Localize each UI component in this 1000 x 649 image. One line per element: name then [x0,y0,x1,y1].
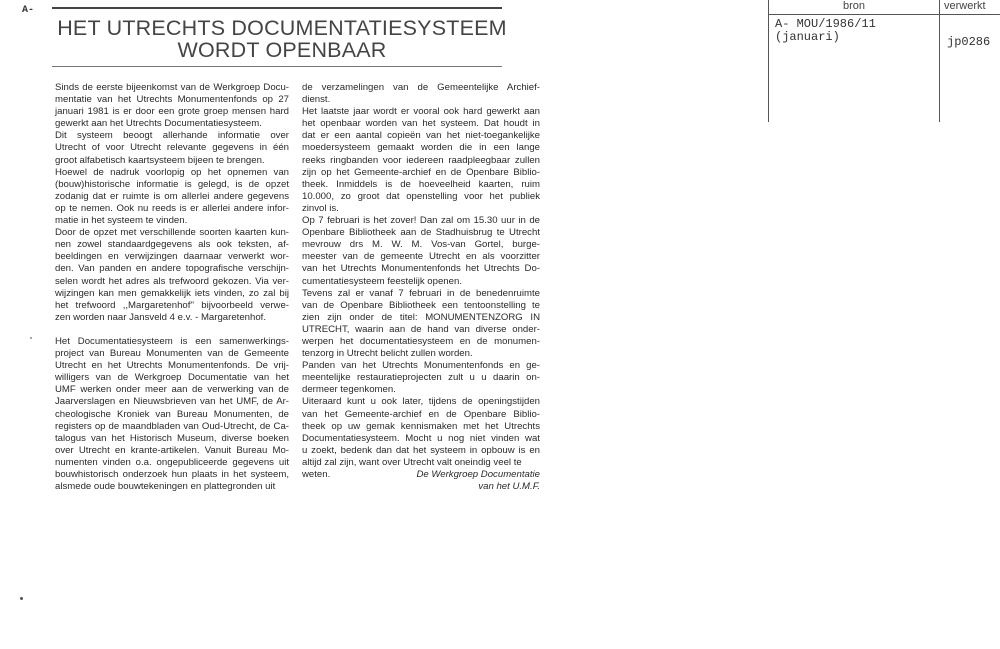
text-line: zodanig dat er ruimte is om allerlei andere gegevens [55,190,289,202]
text-line: Jaarverslagen en Nieuwsbrieven van het UMF, de Ar- [55,396,289,408]
text-line: den. Van panden en andere topografische verschijn- [55,263,289,275]
text-line: (bouw)historische informatie is gelegd, is de opzet [55,178,289,190]
text-line: alsmede oude bouwtekeningen en plattegronden uit [55,481,276,493]
text-line: wijzingen kan men gemakkelijk iets vinden, zo zal bij [55,287,289,299]
index-card-table [768,0,1000,122]
text-line: theek op uw gemak kennismaken met het Utrechts [302,420,540,432]
closing-word: weten. [302,469,331,480]
title-line-1: HET UTRECHTS DOCUMENTATIESYSTEEM [57,16,507,40]
text-line: cheologische Kroniek van Bureau Monumenten, de [55,408,289,420]
text-line: de verzamelingen van de Gemeentelijke Archief- [302,82,540,93]
text-line: matie in het systeem te vinden. [55,215,188,227]
text-line: meentelijke restauratieprojecten zult u u daarin on- [302,372,540,384]
margin-mark: A- [22,5,35,16]
text-line: Panden van het Utrechts Monumentenfonds en ge- [302,360,540,372]
text-line: moedersysteem gemaakt worden die in een lange [302,142,540,154]
text-line: u zoekt, bedenk dan dat het systeem in opbouw is en [302,444,540,456]
scan-speck [30,337,32,339]
text-line: selen wordt het adres als trefwoord gekozen. Via ver- [55,275,289,287]
text-line: groot alfabetisch kaartsysteem bijeen te brengen. [55,154,265,166]
source-line-2: (januari) [775,30,840,44]
right-column [302,82,540,493]
text-line: Op 7 februari is het zover! Dan zal om 15.30 uur in de [302,215,540,227]
text-line: werpen het documentatiesysteem en de monumen- [302,335,540,347]
text-line: mevrouw drs M. W. M. Vos-van Gortel, burge- [302,239,540,251]
text-line: het openbaar worden van het systeem. Dat houdt in [302,118,540,130]
article-title [52,17,512,61]
text-line: beeldingen en verwijzingen daarnaar verwerkt wor- [55,251,289,263]
text-line: van het Utrechts Monumentenfonds het Utrechts Do- [302,263,540,275]
title-line-2: WORDT OPENBAAR [177,38,387,62]
text-line: van de Openbare Bibliotheek een tentoonstelling te [302,299,540,311]
text-line: Door de opzet met verschillende soorten kaarten kun- [55,227,289,239]
text-line: Openbare Bibliotheek aan de Stadhuisbrug te Utrecht [302,227,540,239]
column-divider [939,0,940,122]
text-line: dermeer tegenkomen. [302,384,396,396]
text-line: het trefwoord ,,Margaretenhof'' bijvoorbeeld verwe- [55,299,289,311]
text-line: Sinds de eerste bijeenkomst van de Werkgroep Docu- [55,82,289,93]
text-line: theek. Inmiddels is de hoeveelheid kaarten, ruim [302,178,540,190]
closing-line [302,469,540,481]
text-line: Documentatiesysteem. Mocht u nog niet vinden wat [302,432,540,444]
text-line: gewerkt aan het Utrechts Documentatiesysteem. [55,118,262,130]
paragraph-gap [55,324,289,336]
text-line: Het Documentatiesysteem is een samenwerkings- [55,335,289,347]
index-card-header [769,0,1000,15]
header-verwerkt: verwerkt [944,0,986,12]
text-line: van het Gemeente-archief en de Openbare Biblio- [302,408,540,420]
text-line: over Utrecht en krante-artikelen. Vanuit Bureau Mo- [55,444,289,456]
source-line-1: A- MOU/1986/11 [775,17,876,31]
text-line: altijd zal zijn, want over Utrecht valt oneindig veel te [302,456,522,468]
text-line: bouwhistorisch onderzoek hun plaats in het systeem, [55,469,289,480]
text-line: meester van de gemeente Utrecht en als voorzitter [302,251,540,263]
signature-line-2: van het U.M.F. [478,481,540,493]
text-line: Hoewel de nadruk voorlopig op het opnemen van [55,166,289,178]
text-line: zen worden naar Jansveld 4 e.v. - Margaretenhof. [55,311,267,323]
text-line: numenten vinden o.a. ongepubliceerde gegevens uit [55,456,289,468]
processed-code: jp0286 [947,35,991,49]
text-line: nen zowel standaardgegevens als ook teksten, af- [55,239,289,251]
text-line: Dit systeem beoogt allerhande informatie over [55,130,289,142]
top-rule [52,7,502,9]
title-rule [52,66,502,67]
text-line: Het laatste jaar wordt er vooral ook hard gewerkt aan [302,106,540,118]
text-line: talogus van het Historisch Museum, diverse boeken [55,432,289,444]
text-line: willigers van de Werkgroep Documentatie van het [55,372,289,384]
text-line: 10.000, zo groot dat openstelling voor het publiek [302,190,540,202]
text-line: Uiteraard kunt u ook later, tijdens de openingstijden [302,396,540,408]
signature-line-1: De Werkgroep Documentatie [416,469,540,480]
text-line: UMF werken onder meer aan de verwerking van de [55,384,289,396]
text-line: UTRECHT, waarin aan de hand van diverse onder- [302,323,540,335]
text-line: Tevens zal er vanaf 7 februari in de benedenruimte [302,287,540,299]
text-line: cumentatiesysteem feestelijk openen. [302,275,462,287]
text-line: zien zijn onder de titel: MONUMENTENZORG IN [302,311,540,323]
text-line: dienst. [302,94,331,106]
scan-speck [20,597,23,600]
text-line: tenzorg in Utrecht belicht zullen worden. [302,348,473,360]
text-line: op te nemen. Ook nu reeds is er allerlei andere infor- [55,202,289,214]
left-column [55,82,289,493]
text-line: januari 1981 is er door een grote groep mensen hard [55,106,289,118]
text-line: mentatie van het Utrechts Monumentenfonds op 27 [55,94,289,106]
text-line: zijn op het Gemeente-archief en de Openbare Biblio- [302,166,540,178]
text-line: zinvol is. [302,202,339,214]
text-line: dat er een aantal copieën van het niet-toegankelijke [302,130,540,142]
text-line: Utrecht en het Utrechts Monumentenfonds. De vrij- [55,360,289,372]
text-line: registers op de maandbladen van Oud-Utrecht, de Ca- [55,420,289,432]
source-reference [775,18,876,44]
text-line: reeks ringbanden voor iedereen raadpleegbaar zullen [302,154,540,166]
text-line: Utrecht of voor Utrecht relevante gegevens in één [55,142,289,154]
text-line: project van Bureau Monumenten van de Gemeente [55,348,289,360]
header-bron: bron [842,0,866,12]
